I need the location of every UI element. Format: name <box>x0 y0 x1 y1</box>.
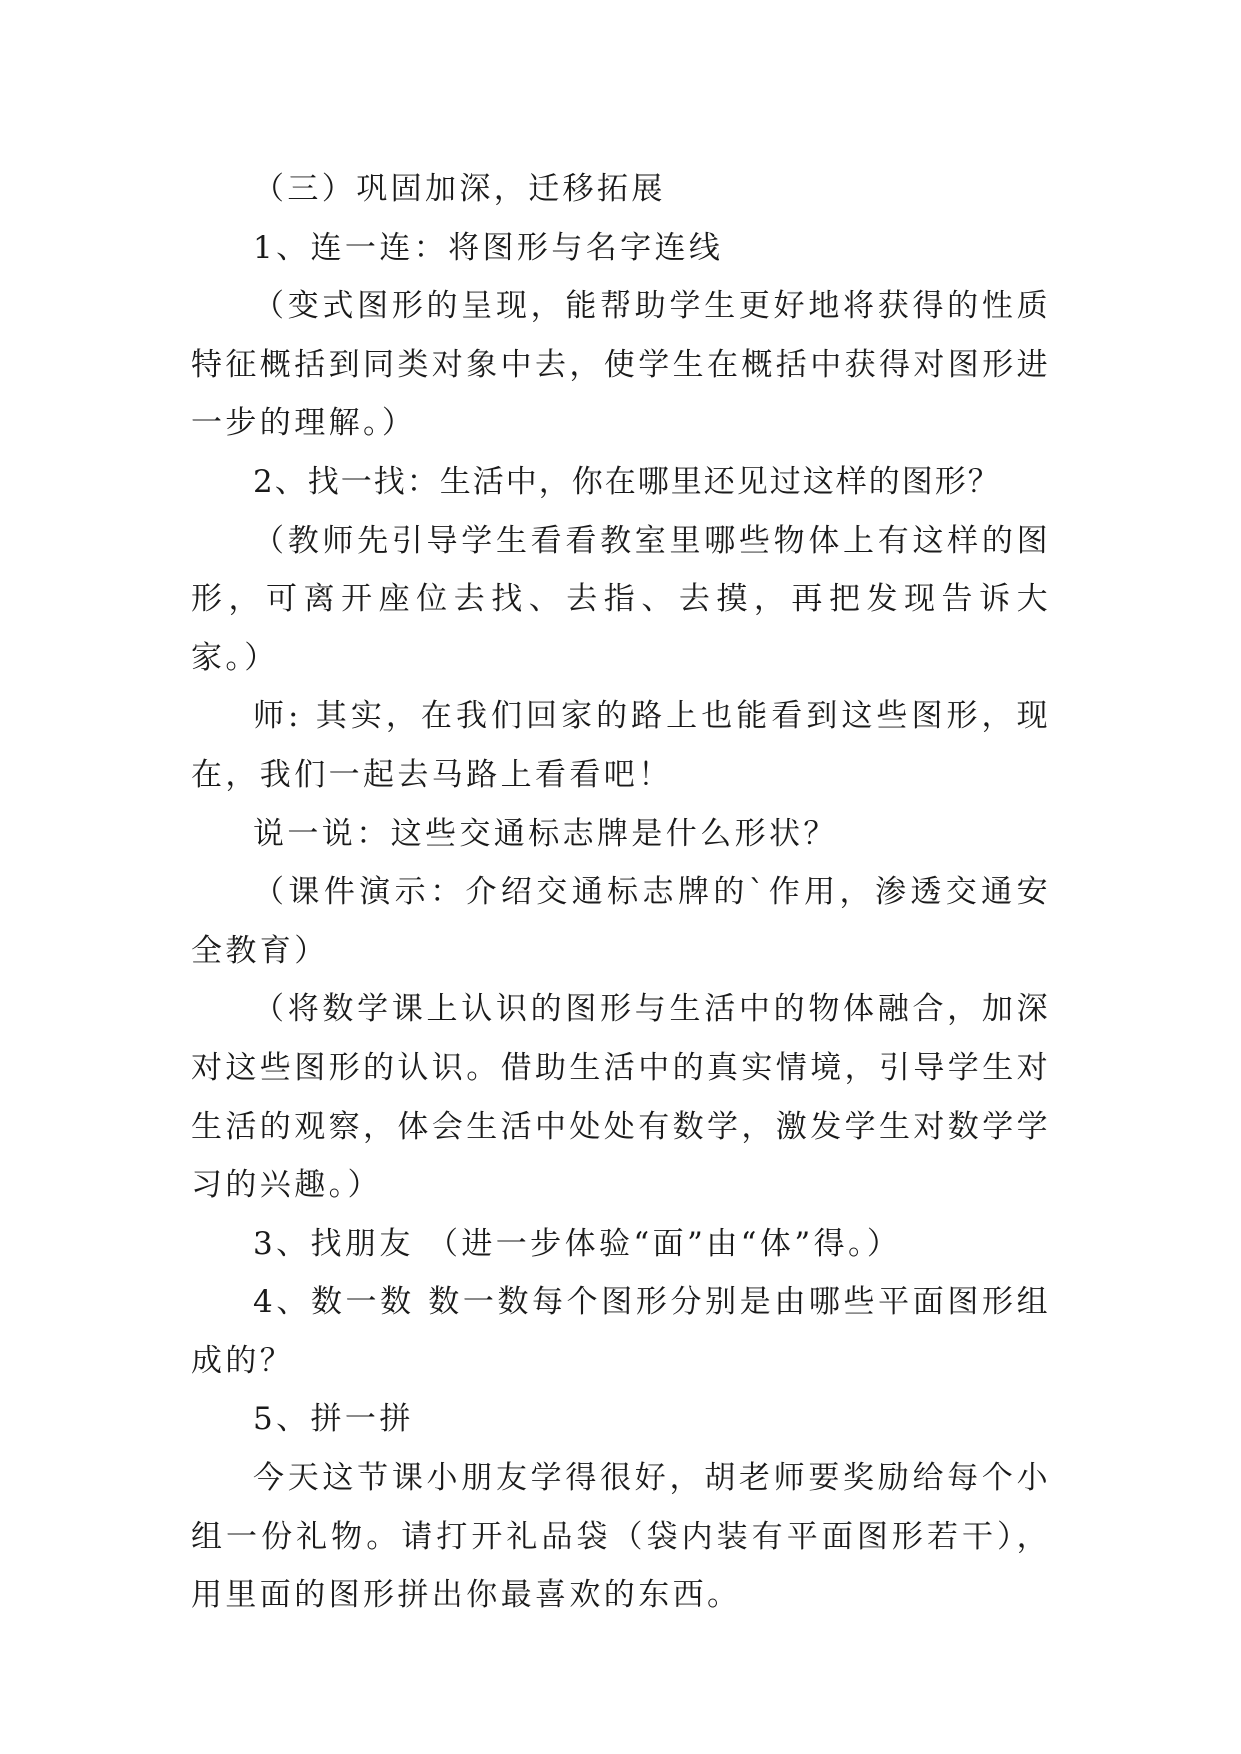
teacher-dialogue: 师: 其实，在我们回家的路上也能看到这些图形，现在，我们一起去马路上看看吧！ <box>191 698 1051 793</box>
note-paragraph: （将数学课上认识的图形与生活中的物体融合，加深对这些图形的认识。借助生活中的真实情境，引导学生对生活的观察，体会生活中处处有数学，激发学生对数学学习的兴趣。） <box>191 991 1051 1204</box>
document-page <box>191 160 1051 1625</box>
activity-item-connect: 1、连一连：将图形与名字连线 <box>253 229 724 266</box>
closing-paragraph: 今天这节课小朋友学得很好，胡老师要奖励给每个小组一份礼物。请打开礼品袋（袋内装有平面图形若干），用里面的图形拼出你最喜欢的东西。 <box>191 1460 1051 1614</box>
activity-item-friends: 3、找朋友 （进一步体验“面”由“体”得。） <box>253 1225 902 1262</box>
activity-item-count: 4、数一数 数一数每个图形分别是由哪些平面图形组成的？ <box>191 1284 1051 1379</box>
activity-item-find: 2、找一找：生活中，你在哪里还见过这样的图形？ <box>253 463 1001 500</box>
discussion-prompt: 说一说：这些交通标志牌是什么形状？ <box>253 815 838 852</box>
note-paragraph: （教师先引导学生看看教室里哪些物体上有这样的图形，可离开座位去找、去指、去摸，再把发现告诉大家。） <box>191 522 1051 676</box>
section-heading: （三）巩固加深，迁移拓展 <box>253 171 666 207</box>
activity-item-assemble: 5、拼一拼 <box>253 1401 414 1438</box>
note-paragraph: （变式图形的呈现，能帮助学生更好地将获得的性质特征概括到同类对象中去，使学生在概括中获得对图形进一步的理解。） <box>191 288 1051 442</box>
note-paragraph: （课件演示：介绍交通标志牌的`作用，渗透交通安全教育） <box>191 874 1051 969</box>
